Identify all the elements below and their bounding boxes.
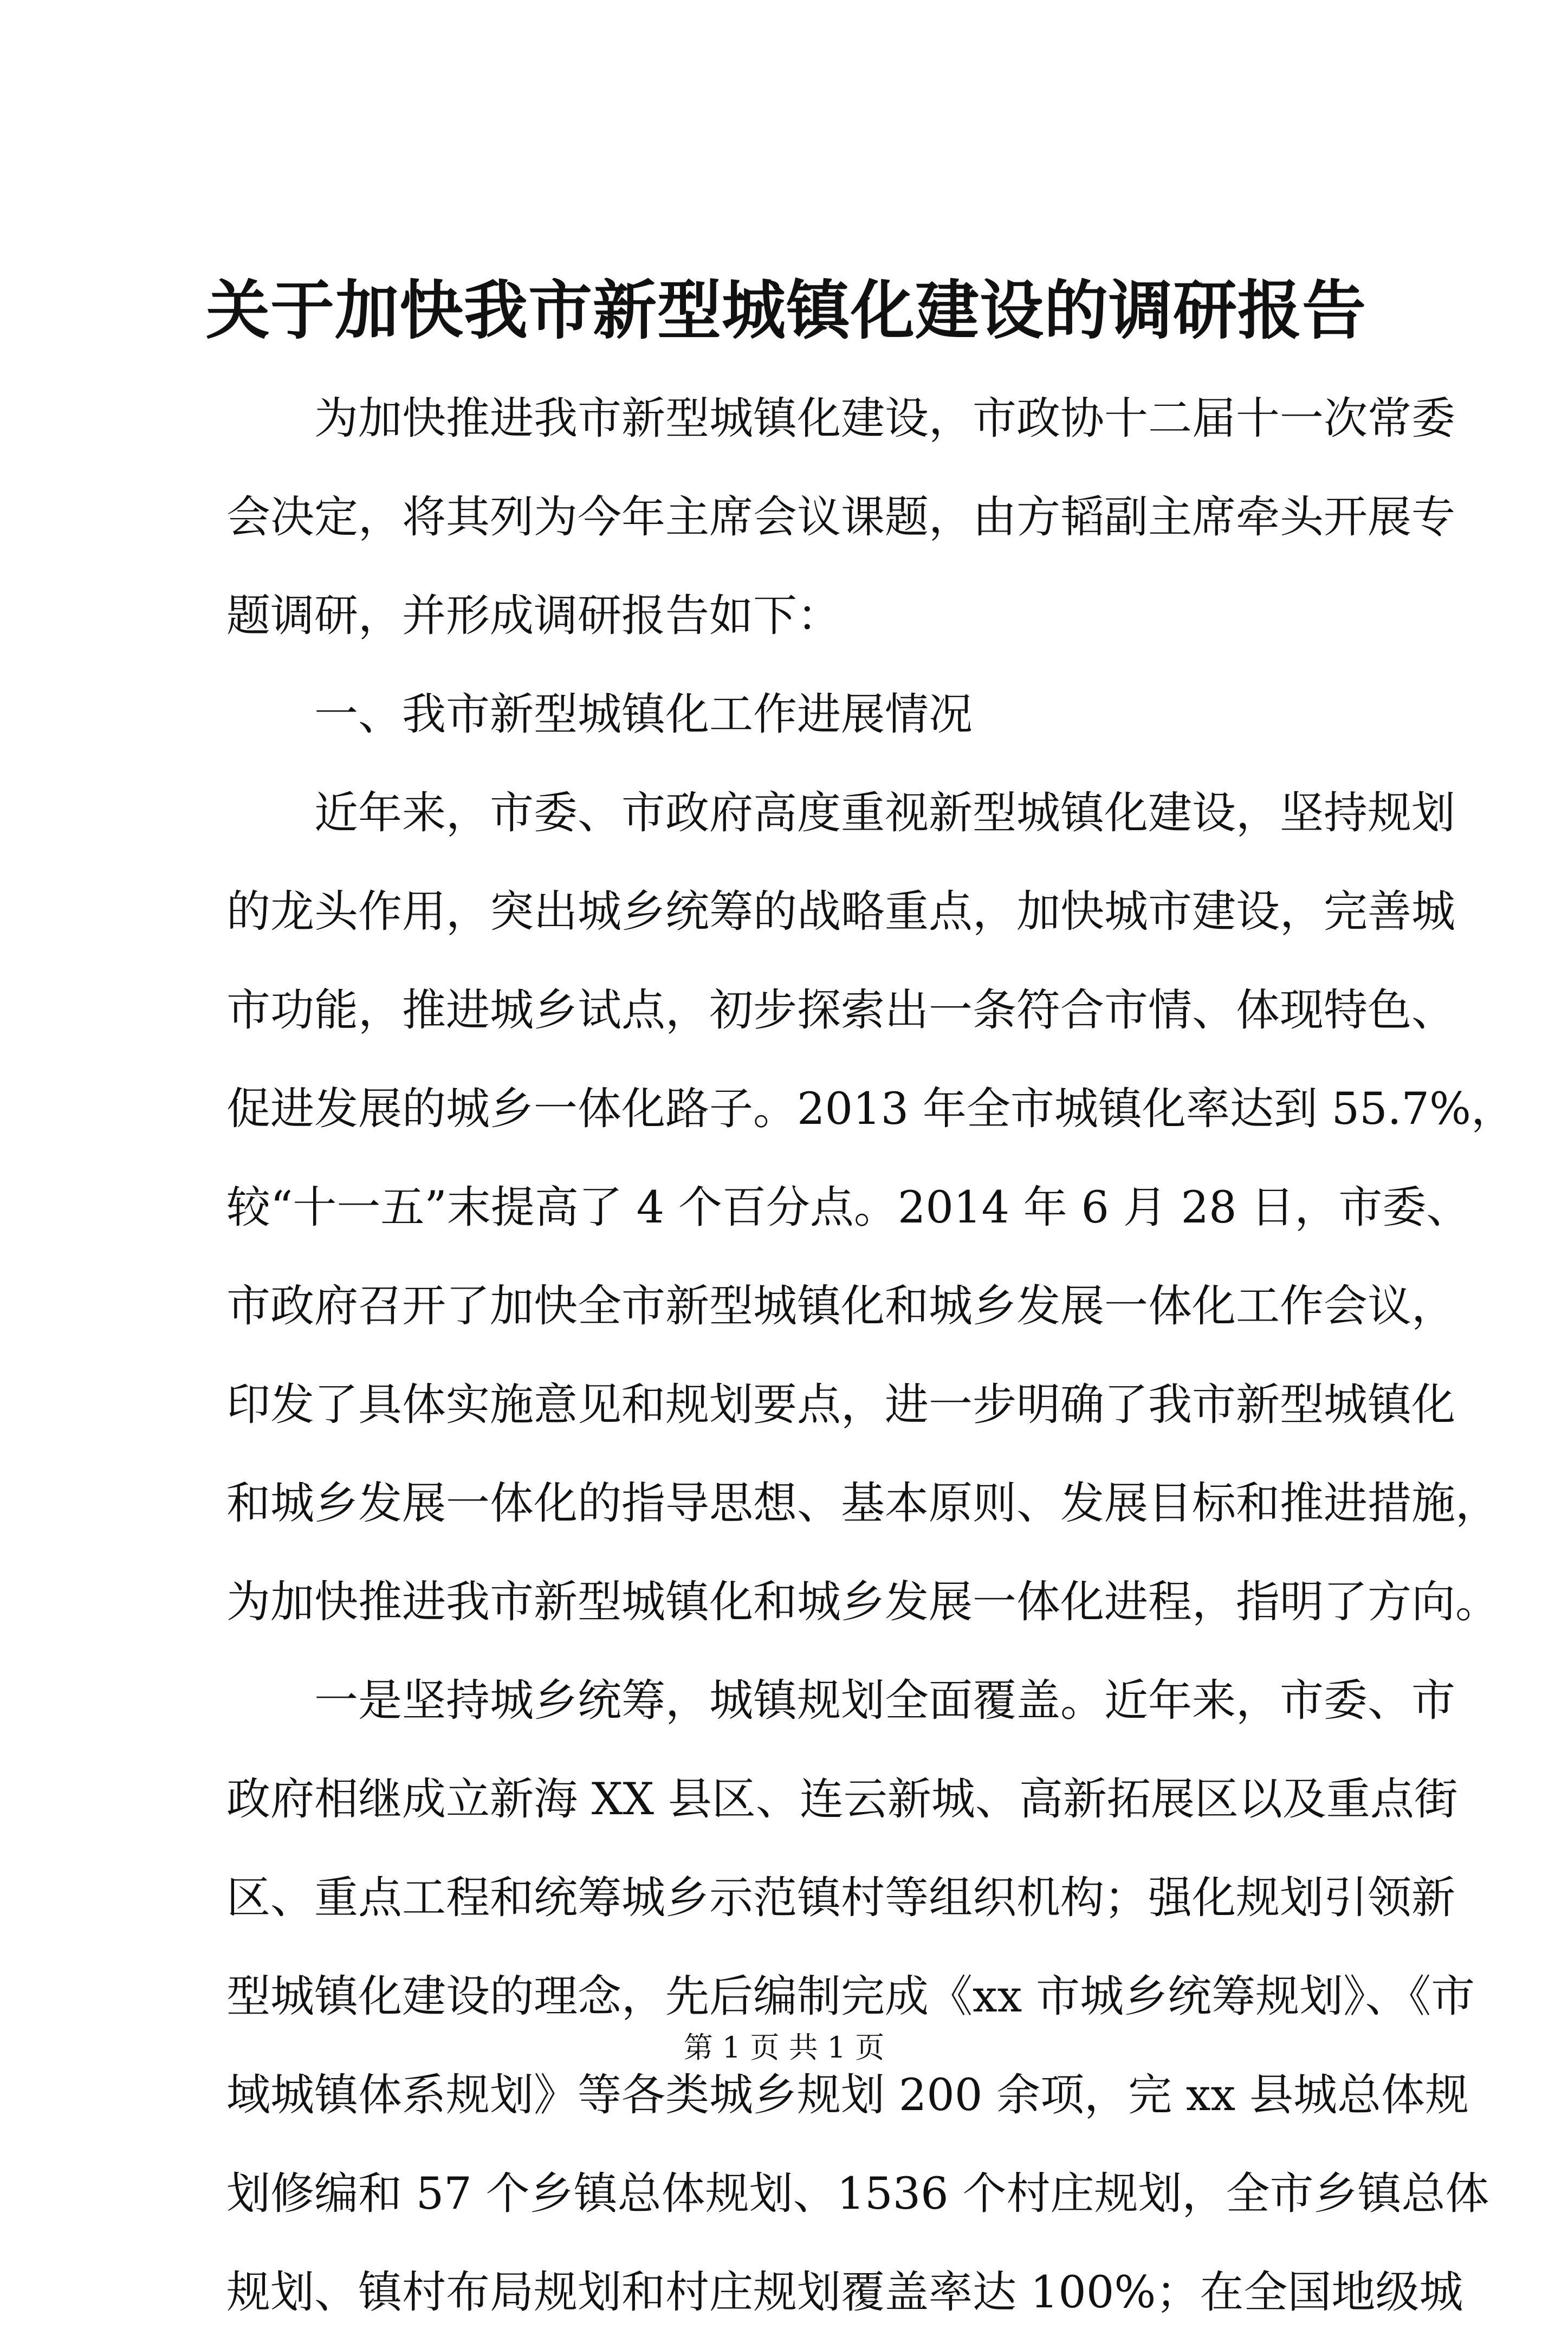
paragraph-line: 题调研，并形成调研报告如下： <box>226 591 841 642</box>
paragraph-line: 为加快推进我市新型城镇化和城乡发展一体化进程，指明了方向。 <box>226 1577 1500 1628</box>
paragraph-line: 规划、镇村布局规划和村庄规划覆盖率达 100%；在全国地级城 <box>226 2267 1463 2318</box>
paragraph-line: 型城镇化建设的理念，先后编制完成《xx 市城乡统筹规划》、《市 <box>226 1971 1475 2022</box>
page-footer: 第 1 页 共 1 页 <box>683 2030 885 2065</box>
paragraph-line: 市功能，推进城乡试点，初步探索出一条符合市情、体现特色、 <box>226 985 1456 1036</box>
paragraph-line: 划修编和 57 个乡镇总体规划、1536 个村庄规划，全市乡镇总体 <box>226 2169 1489 2220</box>
section-heading: 一、我市新型城镇化工作进展情况 <box>314 689 973 740</box>
paragraph-line: 市政府召开了加快全市新型城镇化和城乡发展一体化工作会议， <box>226 1281 1456 1332</box>
paragraph-line: 一是坚持城乡统筹，城镇规划全面覆盖。近年来，市委、市 <box>314 1675 1456 1726</box>
paragraph-line: 政府相继成立新海 XX 县区、连云新城、高新拓展区以及重点街 <box>226 1774 1458 1825</box>
paragraph-line: 区、重点工程和统筹城乡示范镇村等组织机构；强化规划引领新 <box>226 1873 1456 1924</box>
paragraph-line: 和城乡发展一体化的指导思想、基本原则、发展目标和推进措施， <box>226 1478 1500 1529</box>
paragraph-line: 近年来，市委、市政府高度重视新型城镇化建设，坚持规划 <box>314 788 1456 839</box>
document-title: 关于加快我市新型城镇化建设的调研报告 <box>206 273 1367 348</box>
paragraph-line: 促进发展的城乡一体化路子。2013 年全市城镇化率达到 55.7%， <box>226 1084 1515 1135</box>
paragraph-line: 为加快推进我市新型城镇化建设，市政协十二届十一次常委 <box>314 393 1456 444</box>
paragraph-line: 会决定，将其列为今年主席会议课题，由方韬副主席牵头开展专 <box>226 492 1456 543</box>
paragraph-line: 印发了具体实施意见和规划要点，进一步明确了我市新型城镇化 <box>226 1380 1456 1431</box>
paragraph-line: 较“十一五”末提高了 4 个百分点。2014 年 6 月 28 日，市委、 <box>226 1182 1470 1233</box>
paragraph-line: 的龙头作用，突出城乡统筹的战略重点，加快城市建设，完善城 <box>226 887 1456 937</box>
paragraph-line: 域城镇体系规划》等各类城乡规划 200 余项，完 xx 县城总体规 <box>226 2070 1469 2121</box>
